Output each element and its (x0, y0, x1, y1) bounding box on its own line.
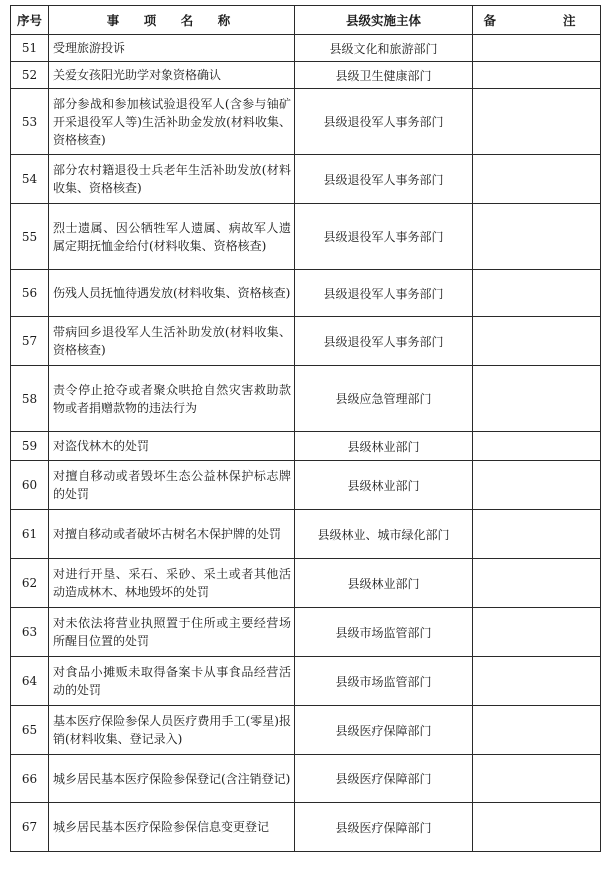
row-item-name: 对擅自移动或者毁坏生态公益林保护标志牌的处罚 (49, 461, 295, 510)
row-remarks (473, 608, 601, 657)
table-body (11, 35, 601, 852)
row-number: 57 (11, 317, 49, 366)
row-item-name: 基本医疗保险参保人员医疗费用手工(零星)报销(材料收集、登记录入) (49, 706, 295, 755)
table-row (11, 559, 601, 608)
row-county-unit: 县级林业部门 (295, 432, 473, 461)
row-number: 60 (11, 461, 49, 510)
table-row (11, 366, 601, 432)
table-row (11, 608, 601, 657)
table-row (11, 706, 601, 755)
row-item-name: 城乡居民基本医疗保险参保登记(含注销登记) (49, 755, 295, 803)
header-item-name: 事 项 名 称 (49, 6, 295, 35)
row-county-unit: 县级退役军人事务部门 (295, 317, 473, 366)
row-county-unit: 县级退役军人事务部门 (295, 89, 473, 155)
row-remarks (473, 432, 601, 461)
row-number: 52 (11, 62, 49, 89)
row-item-name: 对食品小摊贩未取得备案卡从事食品经营活动的处罚 (49, 657, 295, 706)
row-remarks (473, 657, 601, 706)
table-row (11, 755, 601, 803)
row-item-name: 城乡居民基本医疗保险参保信息变更登记 (49, 803, 295, 852)
row-remarks (473, 755, 601, 803)
row-item-name: 受理旅游投诉 (49, 35, 295, 62)
row-county-unit: 县级林业部门 (295, 461, 473, 510)
row-item-name: 部分农村籍退役士兵老年生活补助发放(材料收集、资格核查) (49, 155, 295, 204)
row-item-name: 对未依法将营业执照置于住所或主要经营场所醒目位置的处罚 (49, 608, 295, 657)
row-remarks (473, 559, 601, 608)
row-remarks (473, 317, 601, 366)
row-county-unit: 县级医疗保障部门 (295, 706, 473, 755)
row-remarks (473, 366, 601, 432)
row-remarks (473, 270, 601, 317)
row-county-unit: 县级市场监管部门 (295, 657, 473, 706)
table-row (11, 204, 601, 270)
row-county-unit: 县级医疗保障部门 (295, 803, 473, 852)
row-remarks (473, 62, 601, 89)
row-remarks (473, 803, 601, 852)
header-seq: 序号 (11, 6, 49, 35)
items-table (10, 5, 601, 852)
row-remarks (473, 461, 601, 510)
row-number: 61 (11, 510, 49, 559)
table-row (11, 432, 601, 461)
row-item-name: 部分参战和参加核试验退役军人(含参与铀矿开采退役军人等)生活补助金发放(材料收集、资格核查) (49, 89, 295, 155)
row-county-unit: 县级医疗保障部门 (295, 755, 473, 803)
row-number: 63 (11, 608, 49, 657)
table-row (11, 270, 601, 317)
row-county-unit: 县级退役军人事务部门 (295, 155, 473, 204)
row-remarks (473, 706, 601, 755)
row-number: 56 (11, 270, 49, 317)
row-number: 65 (11, 706, 49, 755)
row-number: 59 (11, 432, 49, 461)
row-item-name: 对擅自移动或者破坏古树名木保护牌的处罚 (49, 510, 295, 559)
row-number: 67 (11, 803, 49, 852)
row-number: 62 (11, 559, 49, 608)
row-number: 54 (11, 155, 49, 204)
header-remarks: 备 注 (473, 6, 601, 35)
table-row (11, 461, 601, 510)
row-remarks (473, 510, 601, 559)
row-number: 66 (11, 755, 49, 803)
table-row (11, 317, 601, 366)
table-row (11, 657, 601, 706)
row-remarks (473, 155, 601, 204)
row-item-name: 带病回乡退役军人生活补助发放(材料收集、资格核查) (49, 317, 295, 366)
row-county-unit: 县级退役军人事务部门 (295, 204, 473, 270)
row-county-unit: 县级卫生健康部门 (295, 62, 473, 89)
row-item-name: 对盗伐林木的处罚 (49, 432, 295, 461)
table-row (11, 155, 601, 204)
row-item-name: 伤残人员抚恤待遇发放(材料收集、资格核查) (49, 270, 295, 317)
row-remarks (473, 89, 601, 155)
row-county-unit: 县级文化和旅游部门 (295, 35, 473, 62)
row-number: 64 (11, 657, 49, 706)
table-row (11, 35, 601, 62)
row-county-unit: 县级林业部门 (295, 559, 473, 608)
table-row (11, 510, 601, 559)
row-county-unit: 县级退役军人事务部门 (295, 270, 473, 317)
table-row (11, 62, 601, 89)
row-item-name: 烈士遗属、因公牺牲军人遗属、病故军人遗属定期抚恤金给付(材料收集、资格核查) (49, 204, 295, 270)
row-county-unit: 县级林业、城市绿化部门 (295, 510, 473, 559)
row-item-name: 责令停止抢夺或者聚众哄抢自然灾害救助款物或者捐赠款物的违法行为 (49, 366, 295, 432)
table-header-row (11, 6, 601, 35)
row-item-name: 关爱女孩阳光助学对象资格确认 (49, 62, 295, 89)
row-county-unit: 县级应急管理部门 (295, 366, 473, 432)
row-number: 51 (11, 35, 49, 62)
row-remarks (473, 35, 601, 62)
table-row (11, 803, 601, 852)
row-number: 55 (11, 204, 49, 270)
row-item-name: 对进行开垦、采石、采砂、采土或者其他活动造成林木、林地毁坏的处罚 (49, 559, 295, 608)
row-number: 58 (11, 366, 49, 432)
row-number: 53 (11, 89, 49, 155)
table-row (11, 89, 601, 155)
header-county-unit: 县级实施主体 (295, 6, 473, 35)
row-remarks (473, 204, 601, 270)
row-county-unit: 县级市场监管部门 (295, 608, 473, 657)
